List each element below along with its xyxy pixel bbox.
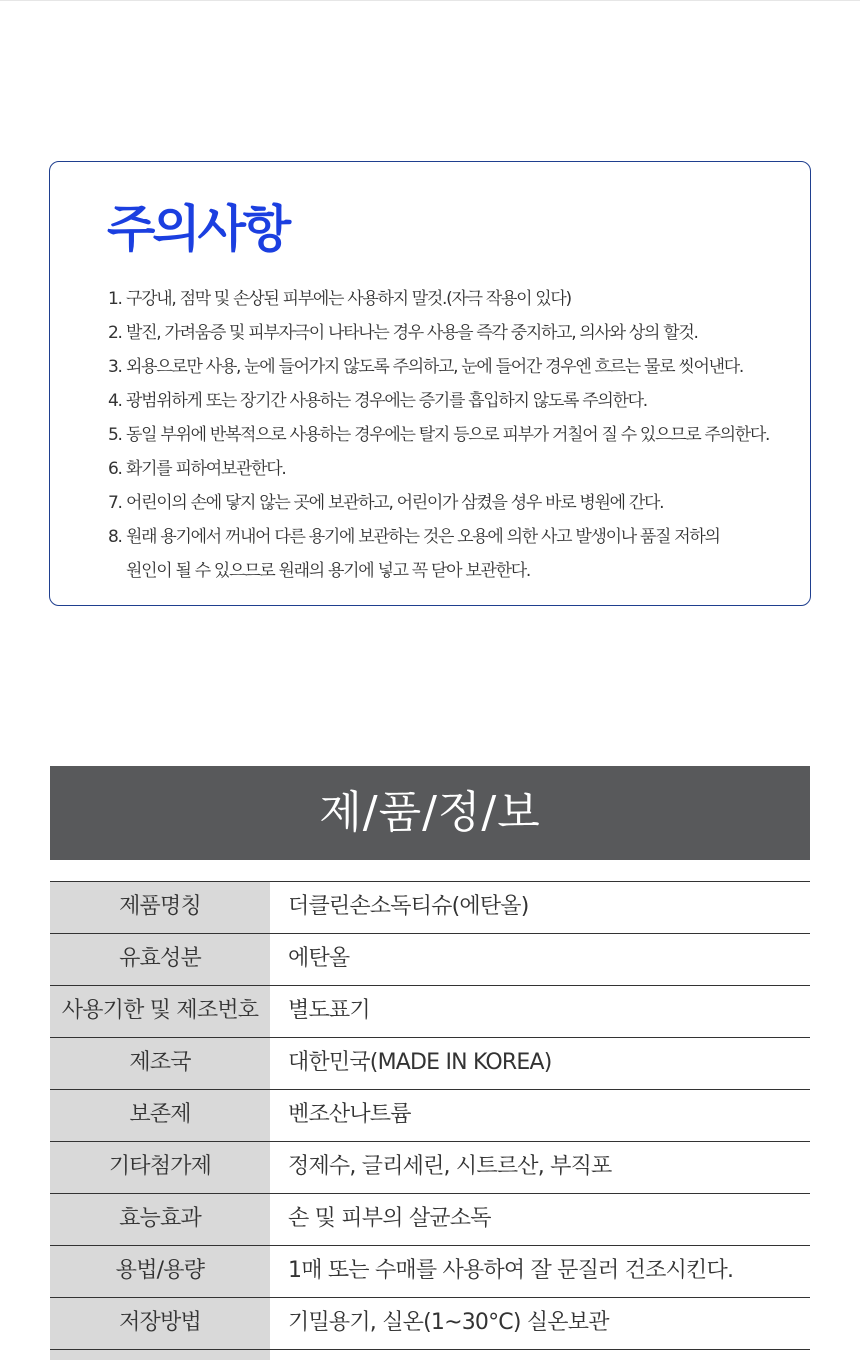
row-label: 용법/용량 <box>50 1246 270 1297</box>
row-value <box>270 1350 288 1360</box>
caution-list <box>108 282 798 588</box>
row-label: 유효성분 <box>50 934 270 985</box>
table-row <box>50 1297 810 1349</box>
caution-title: 주의사항 <box>107 200 289 258</box>
row-value: 정제수, 글리세린, 시트르산, 부직포 <box>288 1154 612 1179</box>
row-value: 더클린손소독티슈(에탄올) <box>288 894 529 919</box>
caution-item-text: 어린이의 손에 닿지 않는 곳에 보관하고, 어린이가 삼켰을 셩우 바로 병원에 간다. <box>126 493 664 513</box>
row-label: 사용기한 및 제조번호 <box>50 986 270 1037</box>
table-row <box>50 933 810 985</box>
table-row <box>50 1037 810 1089</box>
caution-item-text: 구강내, 점막 및 손상된 피부에는 사용하지 말것.(자극 작용이 있다) <box>126 289 571 309</box>
row-label: 보존제 <box>50 1090 270 1141</box>
product-info-table <box>50 881 810 1360</box>
caution-item <box>108 350 798 384</box>
caution-item-text: 원인이 될 수 있으므로 원래의 용기에 넣고 꼭 닫아 보관한다. <box>126 561 530 581</box>
row-label: 제품명칭 <box>50 882 270 933</box>
table-row <box>50 1245 810 1297</box>
caution-item <box>108 418 798 452</box>
caution-item-text: 화기를 피하여보관한다. <box>126 459 286 479</box>
caution-item-text: 광범위하게 또는 장기간 사용하는 경우에는 증기를 흡입하지 않도록 주의한다. <box>126 391 647 411</box>
caution-item-number: 2. <box>108 323 122 343</box>
row-label: 기타첨가제 <box>50 1142 270 1193</box>
table-row <box>50 985 810 1037</box>
caution-item-number <box>108 554 126 588</box>
caution-item-number: 3. <box>108 357 122 377</box>
table-row <box>50 1193 810 1245</box>
caution-item-number: 6. <box>108 459 122 479</box>
table-row <box>50 1089 810 1141</box>
caution-item <box>108 316 798 350</box>
row-value: 손 및 피부의 살균소독 <box>288 1206 491 1231</box>
row-label: 제조국 <box>50 1038 270 1089</box>
row-value: 에탄올 <box>288 946 350 971</box>
caution-item-number: 5. <box>108 425 122 445</box>
table-row <box>50 881 810 933</box>
product-info-header: 제/품/정/보 <box>50 766 810 860</box>
caution-item <box>108 554 798 588</box>
caution-item <box>108 282 798 316</box>
caution-item-text: 동일 부위에 반복적으로 사용하는 경우에는 탈지 등으로 피부가 거칠어 질 수 있으므로 주의한다. <box>126 425 770 445</box>
caution-item-number: 4. <box>108 391 122 411</box>
row-value: 별도표기 <box>288 998 370 1023</box>
row-value: 대한민국(MADE IN KOREA) <box>288 1050 552 1075</box>
caution-item-number: 1. <box>108 289 122 309</box>
caution-item <box>108 520 798 554</box>
row-value: 벤조산나트륨 <box>288 1102 411 1127</box>
row-value: 기밀용기, 실온(1~30°C) 실온보관 <box>288 1310 609 1335</box>
caution-item <box>108 452 798 486</box>
caution-item <box>108 486 798 520</box>
table-row <box>50 1141 810 1193</box>
row-label: 효능효과 <box>50 1194 270 1245</box>
caution-item-text: 외용으로만 사용, 눈에 들어가지 않도록 주의하고, 눈에 들어간 경우엔 흐르는 물로 씻어낸다. <box>126 357 743 377</box>
caution-item-number: 7. <box>108 493 122 513</box>
caution-item-text: 발진, 가려움증 및 피부자극이 나타나는 경우 사용을 즉각 중지하고, 의사와 상의 할것. <box>126 323 698 343</box>
caution-item-number: 8. <box>108 527 122 547</box>
row-label: 저장방법 <box>50 1298 270 1349</box>
caution-item <box>108 384 798 418</box>
table-row <box>50 1349 810 1360</box>
top-divider <box>0 0 860 1</box>
caution-item-text: 원래 용기에서 꺼내어 다른 용기에 보관하는 것은 오용에 의한 사고 발생이나 품질 저하의 <box>126 527 720 547</box>
row-value: 1매 또는 수매를 사용하여 잘 문질러 건조시킨다. <box>288 1258 734 1283</box>
row-label <box>50 1350 270 1360</box>
caution-box <box>49 161 811 606</box>
